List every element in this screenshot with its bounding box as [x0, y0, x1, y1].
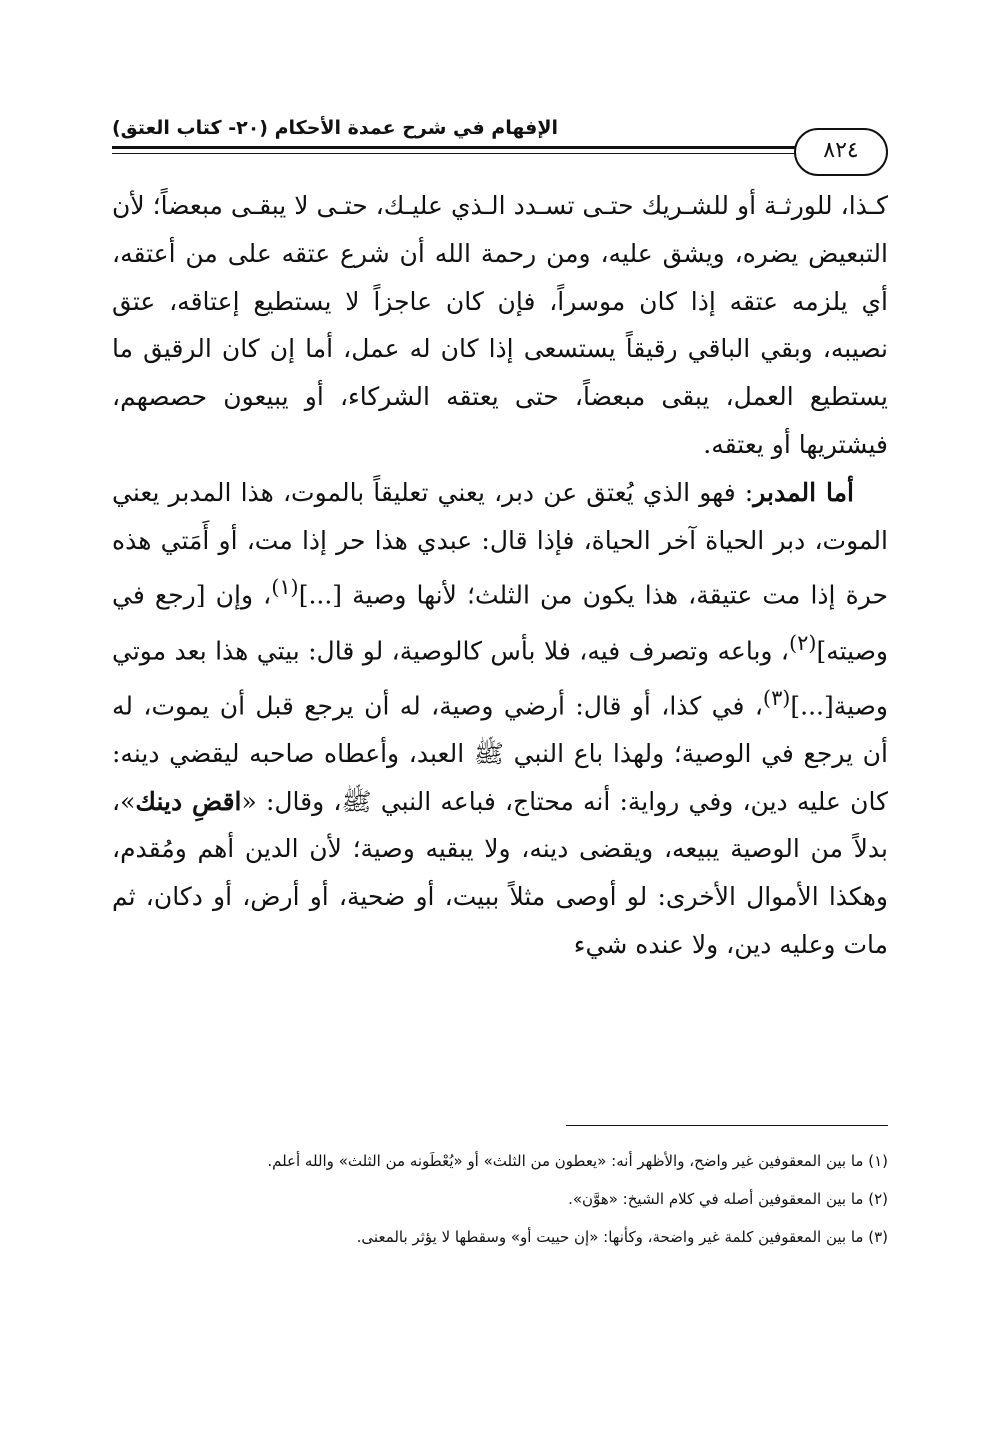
- footnote-2: (٢) ما بين المعقوفين أصله في كلام الشيخ: «هوَّن».: [568, 1190, 888, 1208]
- page-number-badge: ٨٢٤: [794, 128, 888, 176]
- paragraph-2-part-b: ، وإن [رجع في وصيته]: [112, 580, 888, 665]
- footnotes: [112, 1142, 888, 1256]
- footnote-separator: [566, 1125, 888, 1126]
- paragraph-2-part-a: : فهو الذي يُعتق عن دبر، يعني تعليقاً بالموت، هذا المدبر يعني الموت، دبر الحياة آخر الحياة، فإذا قال: عبدي هذا حر إذا مت، أو أَمَتي هذه حرة إذا مت عتيقة، هذا يكون من الثلث؛ لأنها وصية [...]: [112, 477, 888, 610]
- running-title: الإفهام في شرح عمدة الأحكام (٢٠- كتاب العتق): [112, 117, 558, 139]
- footnote-marker-2: (٢): [788, 630, 817, 655]
- header-rule-thin: [112, 153, 812, 154]
- footnote-1: (١) ما بين المعقوفين غير واضح، والأظهر أنه: «يعطون من الثلث» أو «يُعْطَونه من الثلث» والله أعلم.: [267, 1152, 888, 1170]
- hadith-quote: اقضِ دينك: [135, 786, 242, 816]
- footnote-3: (٣) ما بين المعقوفين كلمة غير واضحة، وكأنها: «إن حييت أو» وسقطها لا يؤثر بالمعنى.: [356, 1228, 888, 1246]
- paragraph-2-part-c: ، وباعه وتصرف فيه، فلا بأس كالوصية، لو قال: بيتي هذا بعد موتي وصية[...]: [112, 635, 888, 720]
- paragraph-2-part-d: ، في كذا، أو قال: أرضي وصية، له أن يرجع قبل أن يموت، له أن يرجع في الوصية؛ ولهذا باع النبي ﷺ العبد، وأعطاه صاحبه ليقضي دينه: كان عليه دين، وفي رواية: أنه محتاج، فباعه النبي ﷺ، وقال: «: [112, 690, 888, 816]
- paragraph-2: [112, 469, 888, 969]
- paragraph-2-part-e: »، بدلاً من الوصية يبيعه، ويقضى دينه، ولا يبقيه وصية؛ لأن الدين أهم ومُقدم، وهكذا الأموال الأخرى: لو أوصى مثلاً ببيت، أو ضحية، أو أرض، أو دكان، ثم مات وعليه دين، ولا عنده شيء: [112, 786, 888, 959]
- footnote-marker-1: (١): [271, 575, 299, 600]
- paragraph-1: كـذا، للورثـة أو للشـريك حتـى تسـدد الـذي عليـك، حتـى لا يبقـى مبعضاً؛ لأن التبعيض يضره، ويشق عليه، ومن رحمة الله أن شرع عتقه على من أعتقه، أي يلزمه عتقه إذا كان موسراً، فإن كان عاجزاً لا يستطيع إعتاقه، عتق نصيبه، وبقي الباقي رقيقاً يستسعى إذا كان له عمل، أما إن كان الرقيق ما يستطيع العمل، يبقى مبعضاً، حتى يعتقه الشركاء، أو يبيعون حصصهم، فيشتريها أو يعتقه.: [112, 191, 888, 459]
- page-header: [112, 108, 888, 178]
- section-lead: أما المدبر: [753, 477, 854, 507]
- main-text: [112, 182, 888, 969]
- footnote-marker-3: (٣): [762, 685, 791, 710]
- header-rule-thick: [112, 146, 812, 149]
